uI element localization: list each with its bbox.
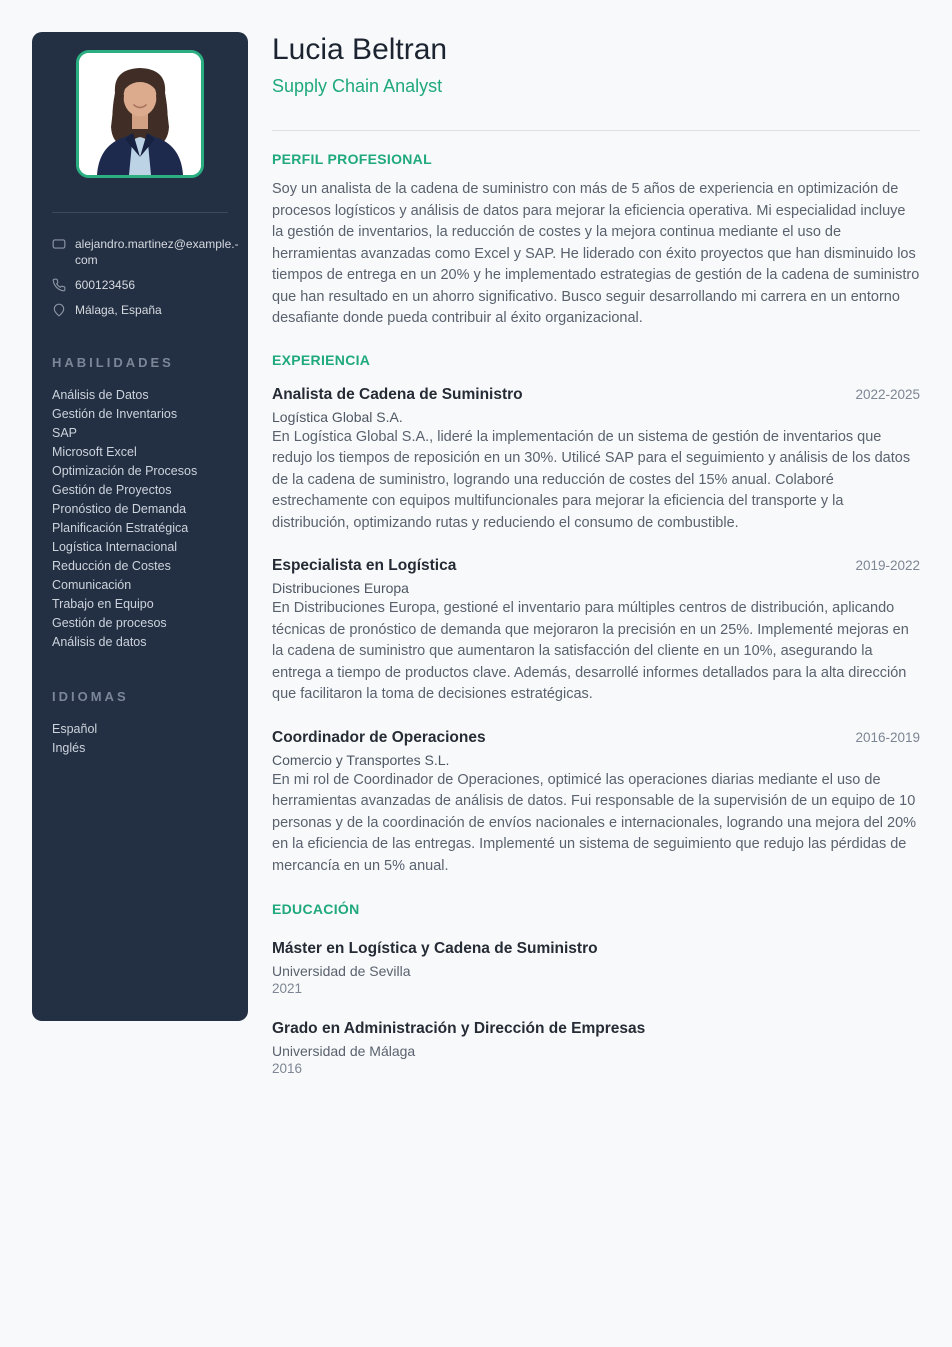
education-degree: Grado en Administración y Dirección de Empresas bbox=[272, 1020, 646, 1037]
experience-job-title: Analista de Cadena de Suministro bbox=[272, 385, 523, 403]
experience-job-dates: 2022-2025 bbox=[855, 386, 920, 402]
skill-item: Análisis de Datos bbox=[52, 388, 149, 402]
contact-location-text: Málaga, España bbox=[75, 303, 162, 317]
education-school: Universidad de Sevilla bbox=[272, 963, 411, 979]
skill-item: Gestión de Inventarios bbox=[52, 407, 178, 421]
contact-phone-text: 600123456 bbox=[75, 278, 136, 292]
skill-item: Planificación Estratégica bbox=[52, 521, 189, 535]
education-school: Universidad de Málaga bbox=[272, 1043, 416, 1059]
experience-company: Comercio y Transportes S.L. bbox=[272, 751, 450, 768]
experience-job-title: Especialista en Logística bbox=[272, 557, 457, 574]
experience-description: En Logística Global S.A., lideré la implementación de un sistema de gestión de inventarios que redujo los tiempos de reposición en un 30%. Utilicé SAP para el seguimiento y análisis de los datos de la cadena de suministro, logrando una reducción de costes del 15% anual. Colaboré estrechamente con equipos multifuncionales para mejorar la eficiencia del transporte y la distribución, optimizando rutas y reduciendo el consumo de combustible. bbox=[272, 428, 911, 531]
profile-photo-illustration bbox=[79, 53, 201, 175]
experience-item bbox=[272, 556, 920, 706]
education-degree: Máster en Logística y Cadena de Suministro bbox=[272, 940, 598, 957]
experience-description: En mi rol de Coordinador de Operaciones, optimicé las operaciones diarias mediante el uso de herramientas avanzadas de análisis de datos. Fui responsable de la supervisión de un equipo de 10 personas y de la coordinación de envíos nacionales e internacionales, logrando una mejora del 20% en la eficiencia de las entregas. Implementé un sistema de seguimiento que redujo las pérdidas de mercancía en un 5% anual. bbox=[272, 771, 917, 874]
experience-item-header bbox=[272, 728, 920, 748]
profile-photo bbox=[76, 50, 204, 178]
sidebar-divider bbox=[52, 212, 228, 213]
experience-item bbox=[272, 385, 920, 535]
candidate-job-title: Supply Chain Analyst bbox=[272, 76, 443, 96]
skill-item: Microsoft Excel bbox=[52, 445, 137, 459]
experience-description: En Distribuciones Europa, gestioné el inventario para múltiples centros de distribución, aplicando técnicas de pronóstico de demanda que mejoraron la precisión en un 25%. Implementé mejoras en la cadena de suministro que aumentaron la satisfacción del cliente en un 10%, asegurando la entrega a tiempo de productos clave. Además, desarrollé informes detallados para la alta dirección que facilitaron la toma de decisiones estratégicas. bbox=[272, 600, 909, 702]
contact-phone bbox=[52, 277, 228, 293]
experience-company: Distribuciones Europa bbox=[272, 580, 409, 596]
contact-email-text: alejandro.martinez@example.-com bbox=[75, 237, 239, 267]
sidebar bbox=[32, 32, 248, 1021]
languages-list bbox=[52, 720, 228, 758]
experience-item-header bbox=[272, 556, 920, 576]
language-item: Español bbox=[52, 722, 98, 736]
language-item: Inglés bbox=[52, 741, 86, 755]
skill-item: Trabajo en Equipo bbox=[52, 597, 154, 611]
experience-job-dates: 2016-2019 bbox=[855, 729, 920, 745]
email-icon bbox=[52, 237, 66, 251]
education-year: 2016 bbox=[272, 1061, 303, 1076]
skill-item: SAP bbox=[52, 426, 78, 440]
skill-item: Optimización de Procesos bbox=[52, 464, 198, 478]
experience-job-dates: 2019-2022 bbox=[855, 558, 920, 573]
contact-email bbox=[52, 236, 239, 268]
languages-heading: IDIOMAS bbox=[52, 689, 129, 704]
education-item bbox=[272, 1019, 920, 1077]
skill-item: Análisis de datos bbox=[52, 635, 147, 649]
experience-job-title: Coordinador de Operaciones bbox=[272, 728, 486, 746]
skills-list bbox=[52, 386, 228, 652]
skill-item: Gestión de procesos bbox=[52, 616, 167, 630]
skill-item: Comunicación bbox=[52, 578, 132, 592]
experience-company: Logística Global S.A. bbox=[272, 408, 403, 425]
education-item bbox=[272, 939, 920, 997]
skills-heading: HABILIDADES bbox=[52, 355, 174, 370]
phone-icon bbox=[52, 278, 66, 292]
education-section-heading: EDUCACIÓN bbox=[272, 901, 360, 917]
skill-item: Gestión de Proyectos bbox=[52, 483, 172, 497]
header-divider bbox=[272, 130, 920, 131]
skill-item: Pronóstico de Demanda bbox=[52, 502, 187, 516]
experience-item bbox=[272, 728, 920, 878]
contact-location bbox=[52, 302, 228, 318]
map-pin-icon bbox=[52, 303, 66, 317]
education-year: 2021 bbox=[272, 981, 303, 996]
experience-section-heading: EXPERIENCIA bbox=[272, 351, 371, 368]
candidate-name: Lucia Beltran bbox=[272, 33, 448, 66]
experience-item-header bbox=[272, 385, 920, 405]
skill-item: Logística Internacional bbox=[52, 540, 178, 554]
profile-summary: Soy un analista de la cadena de suministro con más de 5 años de experiencia en optimización de procesos logísticos y análisis de datos para mejorar la eficiencia operativa. Mi especialidad incluye la gestión de inventarios, la reducción de costes y la mejora continua mediante el uso de herramientas avanzadas como Excel y SAP. He liderado con éxito proyectos que han disminuido los tiempos de entrega en un 20% y he implementado estrategias de gestión de la cadena de suministro que han resultado en un ahorro significativo. Busco seguir desarrollando mi carrera en un entorno desafiante donde pueda contribuir al éxito organizacional. bbox=[272, 181, 920, 326]
profile-section-heading: PERFIL PROFESIONAL bbox=[272, 151, 432, 167]
skill-item: Reducción de Costes bbox=[52, 559, 171, 573]
main-content bbox=[272, 32, 920, 1077]
